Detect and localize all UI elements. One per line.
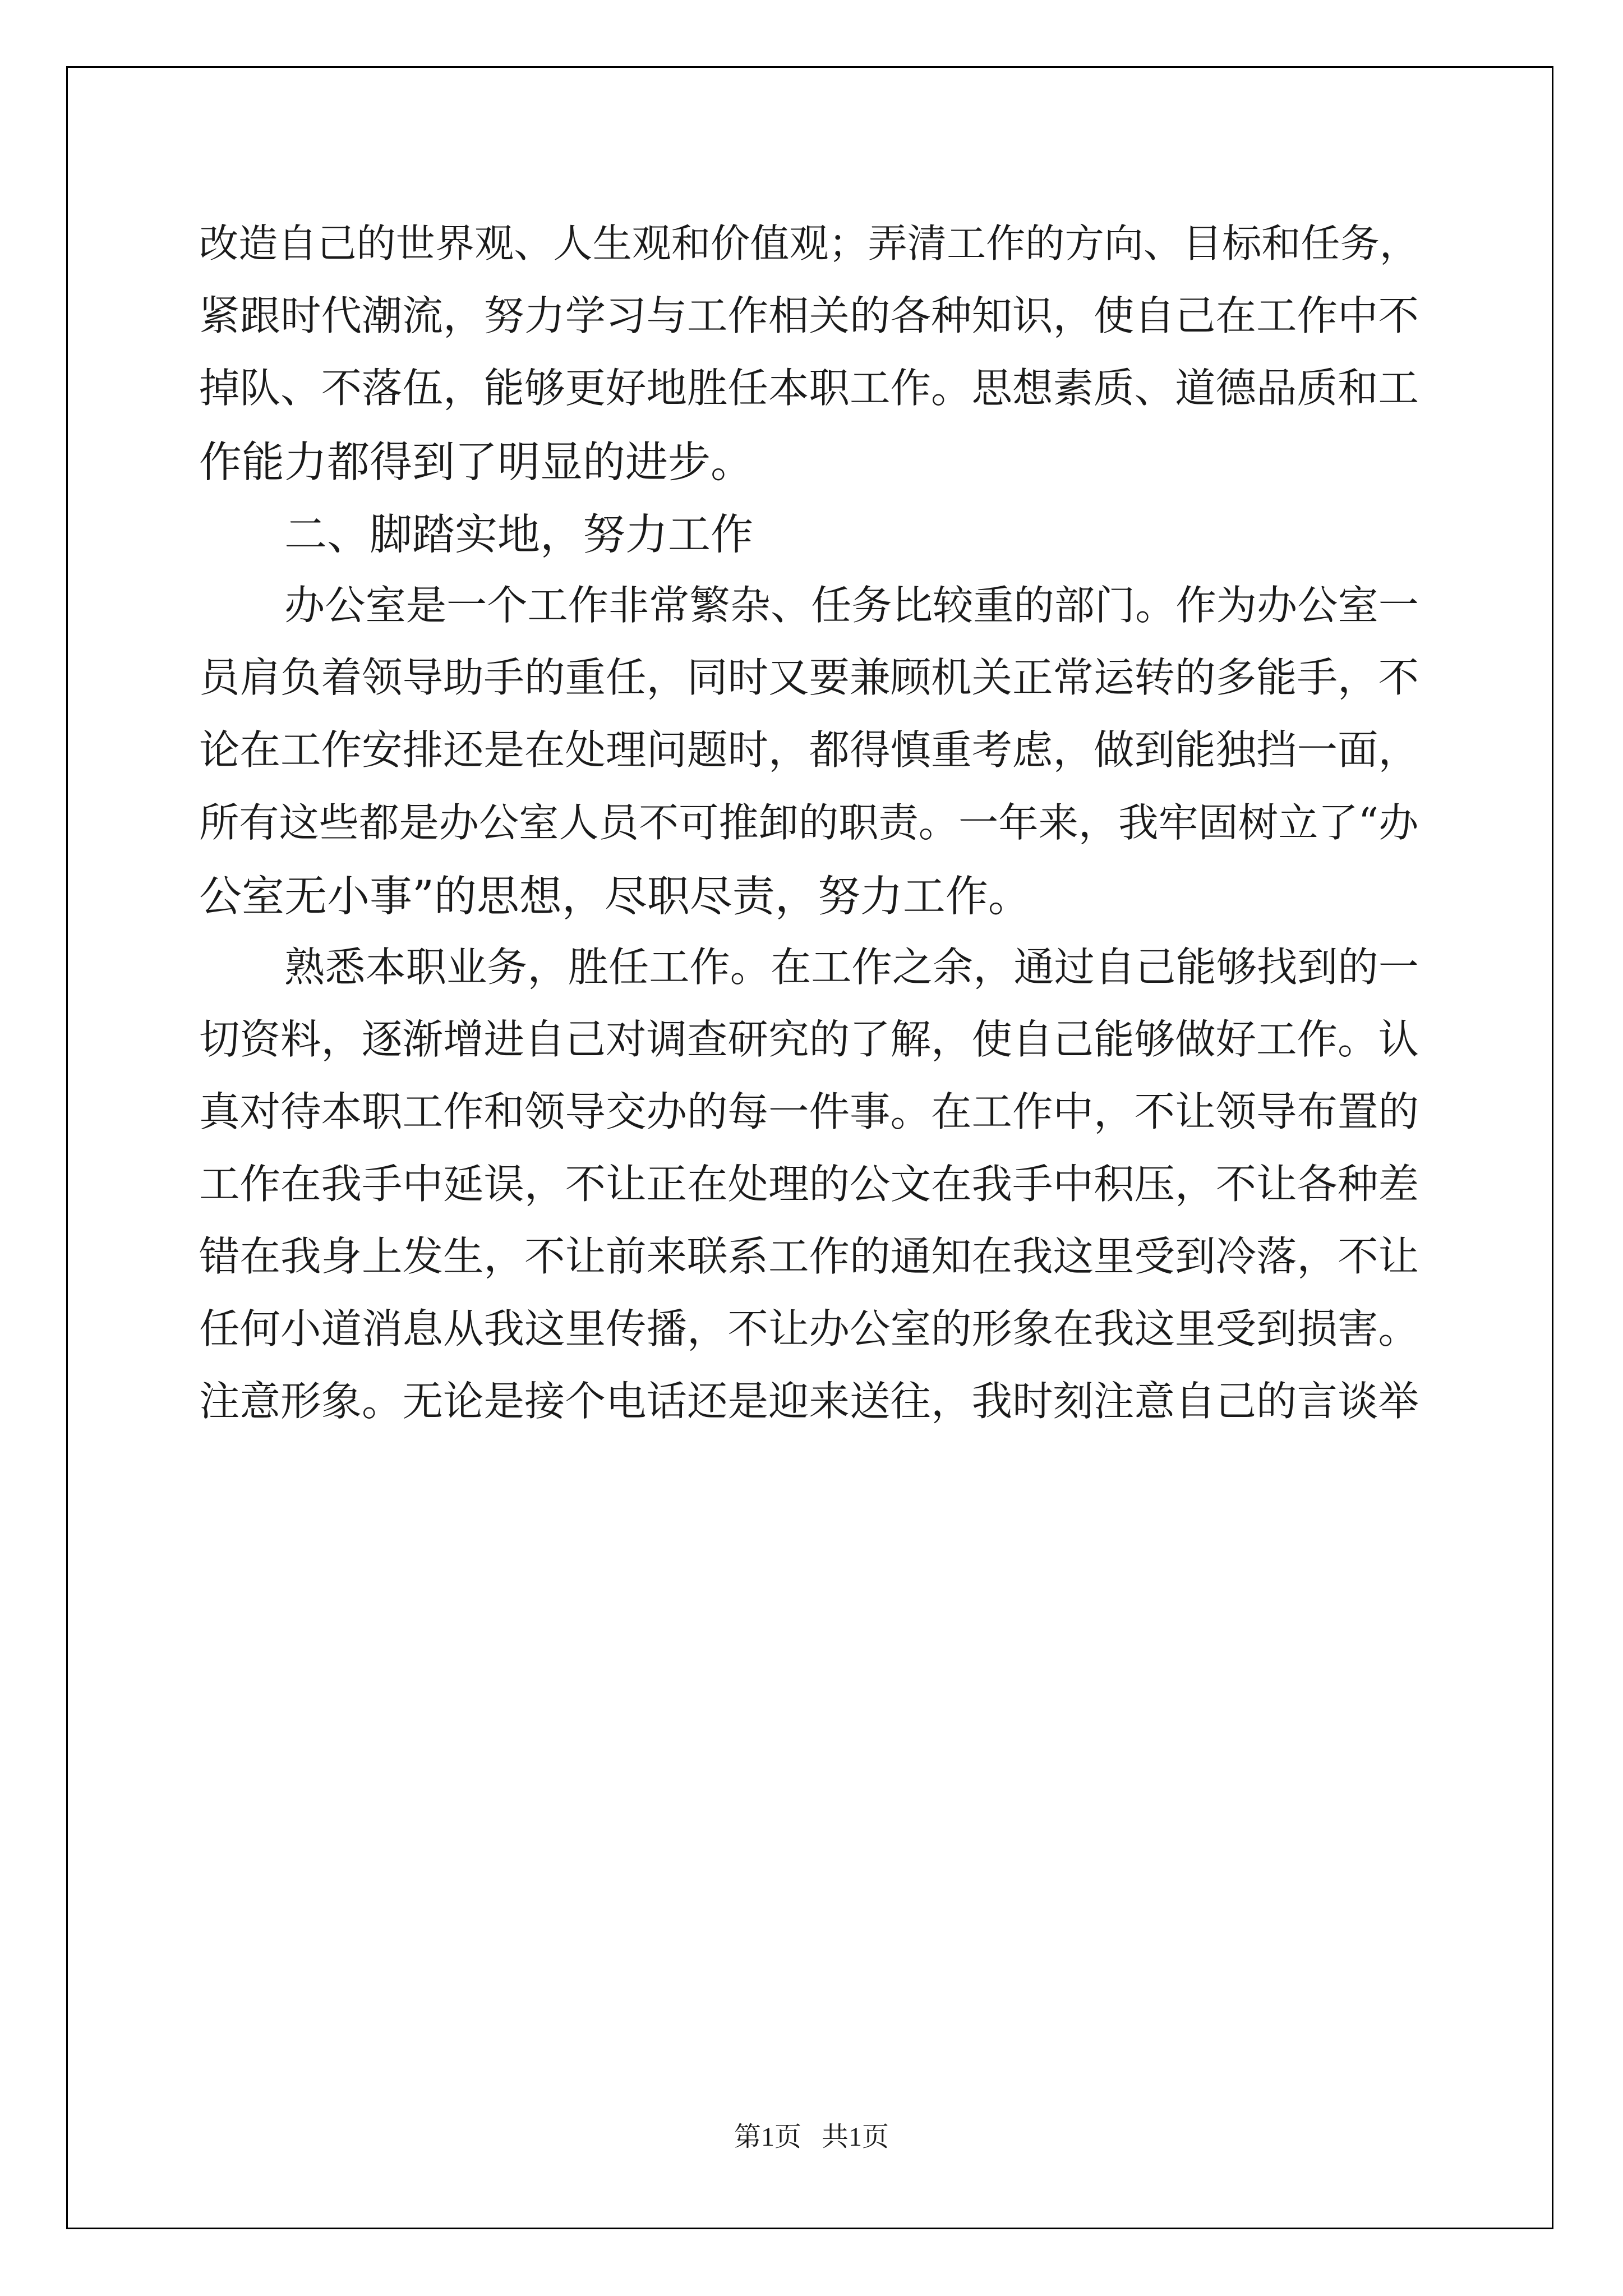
section-heading: 二、脚踏实地，努力工作 — [284, 509, 753, 559]
text-line: 论在工作安排还是在处理问题时，都得慎重考虑，做到能独挡一面， — [199, 727, 1419, 774]
text-line: 工作在我手中延误，不让正在处理的公文在我手中积压，不让各种差 — [199, 1161, 1419, 1208]
text-line: 紧跟时代潮流，努力学习与工作相关的各种知识，使自己在工作中不 — [199, 293, 1419, 340]
text-line: 改造自己的世界观、人生观和价值观；弄清工作的方向、目标和任务， — [199, 220, 1419, 266]
text-line: 公室无小事”的思想，尽职尽责，努力工作。 — [199, 871, 1031, 921]
text-line: 任何小道消息从我这里传播，不让办公室的形象在我这里受到损害。 — [199, 1306, 1419, 1353]
text-line: 注意形象。无论是接个电话还是迎来送往，我时刻注意自己的言谈举 — [199, 1378, 1419, 1425]
text-line: 掉队、不落伍，能够更好地胜任本职工作。思想素质、道德品质和工 — [199, 365, 1419, 412]
page-footer: 第1页 共1页 — [734, 2122, 889, 2152]
text-line: 错在我身上发生，不让前来联系工作的通知在我这里受到冷落，不让 — [199, 1234, 1419, 1281]
text-line: 所有这些都是办公室人员不可推卸的职责。一年来，我牢固树立了“办 — [199, 799, 1419, 846]
text-line: 员肩负着领导助手的重任，同时又要兼顾机关正常运转的多能手，不 — [199, 655, 1419, 702]
text-line: 切资料，逐渐增进自己对调查研究的了解，使自己能够做好工作。认 — [199, 1016, 1419, 1064]
text-line: 作能力都得到了明显的进步。 — [199, 437, 753, 487]
text-line: 熟悉本职业务，胜任工作。在工作之余，通过自己能够找到的一 — [284, 944, 1419, 991]
text-line: 办公室是一个工作非常繁杂、任务比较重的部门。作为办公室一 — [284, 582, 1419, 629]
text-line: 真对待本职工作和领导交办的每一件事。在工作中，不让领导布置的 — [199, 1089, 1419, 1136]
